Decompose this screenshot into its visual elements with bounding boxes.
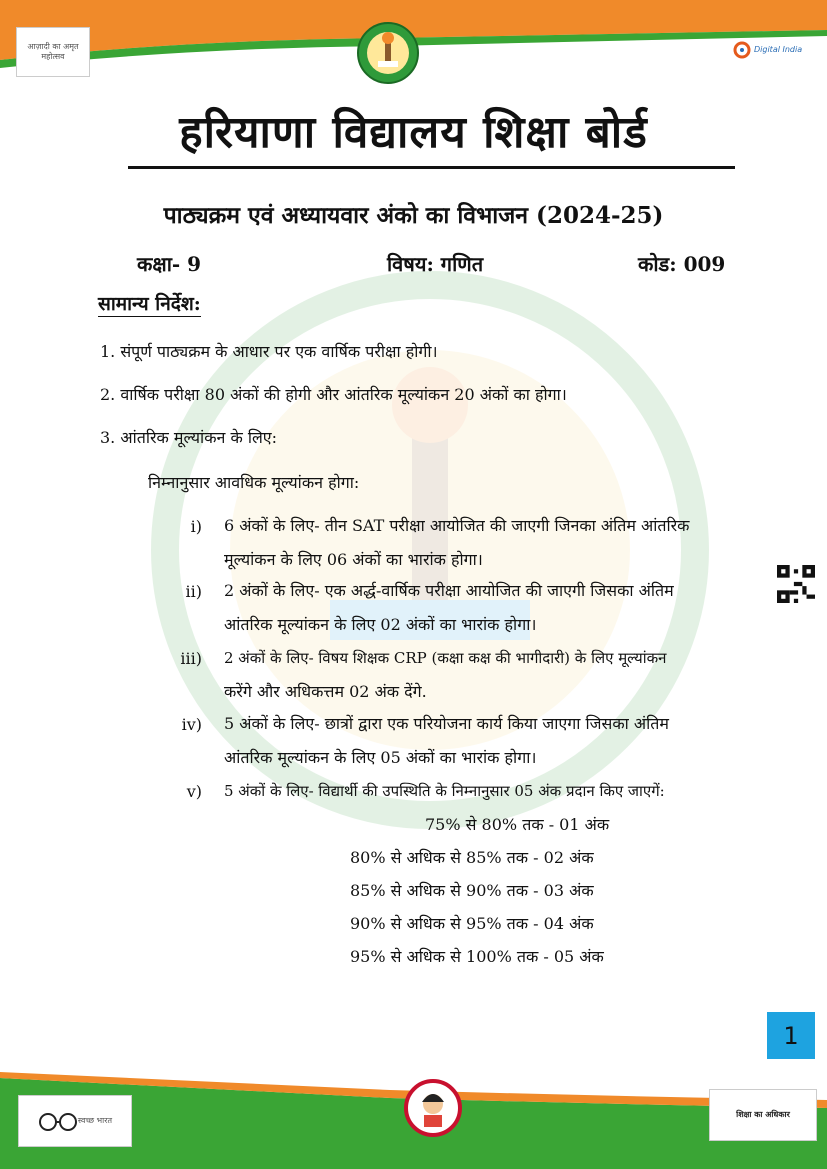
item-line: 2 अंकों के लिए- विषय शिक्षक CRP (कक्षा कक्ष की भागीदारी) के लिए मूल्यांकन <box>224 649 667 667</box>
list-item <box>224 509 764 577</box>
attendance-row: 75% से 80% तक - 01 अंक <box>425 815 610 834</box>
shiksha-ka-adhikar-logo <box>709 1089 817 1141</box>
item-line: 5 अंकों के लिए- छात्रों द्वारा एक परियोजना कार्य किया जाएगा जिसका अंतिम <box>224 714 669 733</box>
item-number: i) <box>190 517 202 536</box>
item-number: iv) <box>181 715 202 734</box>
list-item <box>224 574 764 642</box>
code-label: कोड: 009 <box>638 252 726 276</box>
qr-code-icon[interactable] <box>777 565 815 603</box>
assessment-intro: निम्नानुसार आवधिक मूल्यांकन होगा: <box>148 473 360 492</box>
item-line: करेंगे और अधिकत्तम 02 अंक देंगे. <box>224 682 427 701</box>
item-line: मूल्यांकन के लिए 06 अंकों का भारांक होगा। <box>224 550 483 569</box>
page-title: हरियाणा विद्यालय शिक्षा बोर्ड <box>179 107 648 158</box>
list-item <box>224 774 764 808</box>
left-logo-text: आज़ादी का अमृत महोत्सव <box>27 42 79 61</box>
glasses-icon <box>38 1110 78 1132</box>
attendance-row: 95% से अधिक से 100% तक - 05 अंक <box>350 947 604 966</box>
list-item <box>224 707 764 775</box>
item-line: 2 अंकों के लिए- एक अर्द्ध-वार्षिक परीक्षा आयोजित की जाएगी जिसका अंतिम <box>224 581 674 600</box>
list-item <box>224 641 764 709</box>
item-line: आंतरिक मूल्यांकन के लिए 02 अंकों का भारांक होगा। <box>224 615 537 634</box>
board-emblem-icon <box>356 21 420 85</box>
page-number-badge: 1 <box>767 1012 815 1059</box>
item-number: iii) <box>180 649 202 668</box>
footer-left-logo-text: स्वच्छ भारत <box>77 1116 113 1125</box>
subject-label: विषय: गणित <box>387 252 484 276</box>
digital-india-icon <box>733 41 751 59</box>
azadi-ka-amrit-mahotsav-logo <box>16 27 90 77</box>
attendance-row: 90% से अधिक से 95% तक - 04 अंक <box>350 914 594 933</box>
footer-right-logo-text: शिक्षा का अधिकार <box>736 1110 790 1119</box>
instruction-3: 3. आंतरिक मूल्यांकन के लिए: <box>100 428 278 447</box>
right-logo-text: Digital India <box>754 45 803 54</box>
title-underline <box>128 166 735 169</box>
item-line: 6 अंकों के लिए- तीन SAT परीक्षा आयोजित की जाएगी जिनका अंतिम आंतरिक <box>224 516 690 535</box>
instruction-2: 2. वार्षिक परीक्षा 80 अंकों की होगी और आंतरिक मूल्यांकन 20 अंकों का होगा। <box>100 385 567 404</box>
item-line: 5 अंकों के लिए- विद्यार्थी की उपस्थिति के निम्नानुसार 05 अंक प्रदान किए जाएगें: <box>224 782 665 800</box>
item-line: आंतरिक मूल्यांकन के लिए 05 अंकों का भारांक होगा। <box>224 748 537 767</box>
beti-bachao-logo-icon <box>404 1078 462 1140</box>
attendance-row: 80% से अधिक से 85% तक - 02 अंक <box>350 848 594 867</box>
class-label: कक्षा- 9 <box>137 252 202 276</box>
general-instructions-heading: सामान्य निर्देश: <box>98 293 201 315</box>
attendance-row: 85% से अधिक से 90% तक - 03 अंक <box>350 881 594 900</box>
item-number: v) <box>186 782 202 801</box>
swachh-bharat-logo <box>18 1095 132 1147</box>
document-subtitle: पाठ्यक्रम एवं अध्यायवार अंको का विभाजन (2024-25) <box>163 202 664 229</box>
instruction-1: 1. संपूर्ण पाठ्यक्रम के आधार पर एक वार्षिक परीक्षा होगी। <box>100 342 438 361</box>
digital-india-logo <box>733 37 803 63</box>
item-number: ii) <box>185 582 202 601</box>
